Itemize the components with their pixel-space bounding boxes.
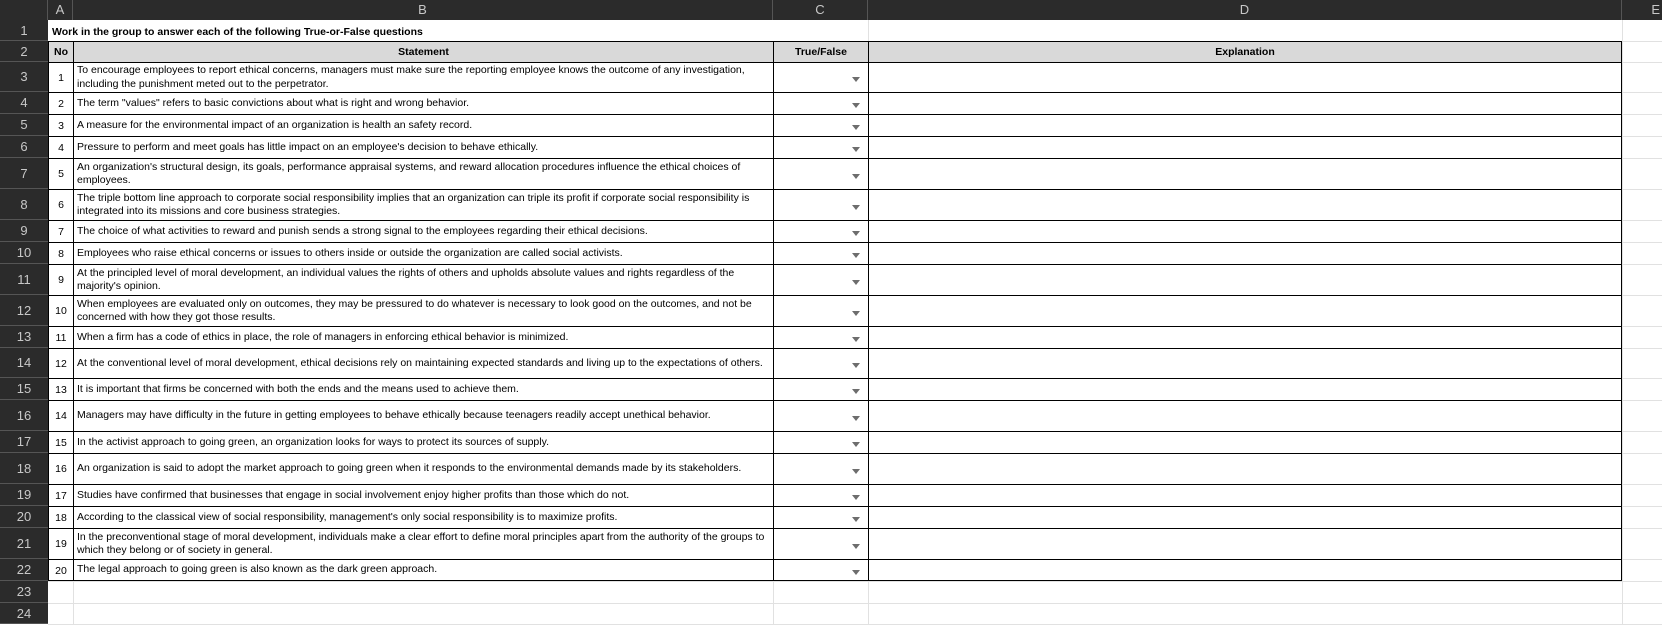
column-header-e[interactable]: E xyxy=(1651,2,1660,17)
explanation-input[interactable] xyxy=(868,348,1622,378)
question-statement xyxy=(73,92,773,114)
true-false-dropdown[interactable] xyxy=(773,506,868,528)
statement-text: Pressure to perform and meet goals has little impact on an employee's decision to behave ethically. xyxy=(77,140,539,153)
statement-text: At the conventional level of moral development, ethical decisions rely on maintaining expected standards and living up to the expectations of others. xyxy=(77,356,763,369)
dropdown-arrow-icon[interactable] xyxy=(852,469,860,474)
row-header[interactable]: 10 xyxy=(0,242,48,264)
question-number: 7 xyxy=(48,220,73,242)
dropdown-arrow-icon[interactable] xyxy=(852,363,860,368)
explanation-input[interactable] xyxy=(868,242,1622,264)
question-statement xyxy=(73,62,773,92)
question-statement xyxy=(73,295,773,326)
question-statement xyxy=(73,559,773,581)
sheet-title: Work in the group to answer each of the following True-or-False questions xyxy=(50,20,810,41)
corner-cell[interactable] xyxy=(0,0,48,20)
explanation-input[interactable] xyxy=(868,378,1622,400)
row-header[interactable]: 8 xyxy=(0,189,48,220)
column-header-b[interactable]: B xyxy=(73,0,773,20)
dropdown-arrow-icon[interactable] xyxy=(852,253,860,258)
question-number: 11 xyxy=(48,326,73,348)
explanation-input[interactable] xyxy=(868,453,1622,484)
question-number: 17 xyxy=(48,484,73,506)
question-statement xyxy=(73,158,773,189)
row-header[interactable]: 6 xyxy=(0,136,48,158)
true-false-dropdown[interactable] xyxy=(773,136,868,158)
explanation-input[interactable] xyxy=(868,264,1622,295)
true-false-dropdown[interactable] xyxy=(773,158,868,189)
row-header[interactable]: 13 xyxy=(0,326,48,348)
statement-text: The term "values" refers to basic convictions about what is right and wrong behavior. xyxy=(77,96,470,109)
true-false-dropdown[interactable] xyxy=(773,92,868,114)
true-false-dropdown[interactable] xyxy=(773,559,868,581)
true-false-dropdown[interactable] xyxy=(773,348,868,378)
true-false-dropdown[interactable] xyxy=(773,400,868,431)
question-statement xyxy=(73,453,773,484)
dropdown-arrow-icon[interactable] xyxy=(852,77,860,82)
question-number: 1 xyxy=(48,62,73,92)
row-header[interactable]: 11 xyxy=(0,264,48,295)
explanation-input[interactable] xyxy=(868,114,1622,136)
explanation-input[interactable] xyxy=(868,295,1622,326)
question-number: 6 xyxy=(48,189,73,220)
dropdown-arrow-icon[interactable] xyxy=(852,174,860,179)
column-header-a[interactable]: A xyxy=(48,0,73,20)
statement-text: To encourage employees to report ethical concerns, managers must make sure the reporting employee knows the outcome of any investigation, including the punishment meted out to the perpetrator. xyxy=(77,64,745,90)
statement-text: Managers may have difficulty in the future in getting employees to behave ethically because teenagers readily accept unethical behavior. xyxy=(77,409,711,422)
row-header[interactable]: 1 xyxy=(0,20,48,41)
dropdown-arrow-icon[interactable] xyxy=(852,442,860,447)
row-header[interactable]: 2 xyxy=(0,41,48,62)
statement-text: The choice of what activities to reward and punish sends a strong signal to the employees regarding their ethical decisions. xyxy=(77,224,648,237)
question-number: 9 xyxy=(48,264,73,295)
row-header[interactable]: 12 xyxy=(0,295,48,326)
statement-text: In the activist approach to going green, an organization looks for ways to protect its sources of supply. xyxy=(77,435,549,448)
dropdown-arrow-icon[interactable] xyxy=(852,231,860,236)
gridline xyxy=(48,603,1662,604)
dropdown-arrow-icon[interactable] xyxy=(852,125,860,130)
question-statement xyxy=(73,528,773,559)
statement-text: When a firm has a code of ethics in place, the role of managers in enforcing ethical behavior is minimized. xyxy=(77,330,569,343)
question-statement xyxy=(73,136,773,158)
question-statement xyxy=(73,264,773,295)
question-statement xyxy=(73,431,773,453)
true-false-dropdown[interactable] xyxy=(773,62,868,92)
explanation-input[interactable] xyxy=(868,189,1622,220)
statement-text: An organization's structural design, its goals, performance appraisal systems, and reward allocation procedures influence the ethical choices of employees. xyxy=(77,160,741,186)
explanation-input[interactable] xyxy=(868,158,1622,189)
header-true-false: True/False xyxy=(773,41,868,62)
true-false-dropdown[interactable] xyxy=(773,378,868,400)
true-false-dropdown[interactable] xyxy=(773,484,868,506)
column-header-d[interactable]: D xyxy=(868,0,1622,20)
explanation-input[interactable] xyxy=(868,528,1622,559)
question-statement xyxy=(73,220,773,242)
statement-text: The triple bottom line approach to corporate social responsibility implies that an organization can triple its profit if corporate social responsibility is integrated into its missions and core business strategies. xyxy=(77,191,750,217)
explanation-input[interactable] xyxy=(868,431,1622,453)
question-statement xyxy=(73,400,773,431)
question-number: 20 xyxy=(48,559,73,581)
row-header[interactable]: 14 xyxy=(0,348,48,378)
question-number: 2 xyxy=(48,92,73,114)
explanation-input[interactable] xyxy=(868,559,1622,581)
gridline xyxy=(48,581,1662,582)
question-statement xyxy=(73,326,773,348)
question-statement xyxy=(73,506,773,528)
dropdown-arrow-icon[interactable] xyxy=(852,416,860,421)
true-false-dropdown[interactable] xyxy=(773,264,868,295)
question-number: 13 xyxy=(48,378,73,400)
question-statement xyxy=(73,242,773,264)
header-statement: Statement xyxy=(73,41,773,62)
row-header[interactable]: 4 xyxy=(0,92,48,114)
dropdown-arrow-icon[interactable] xyxy=(852,544,860,549)
dropdown-arrow-icon[interactable] xyxy=(852,389,860,394)
statement-text: In the preconventional stage of moral development, individuals make a clear effort to define moral principles apart from the authority of the groups to which they belong or of society in general. xyxy=(77,530,765,556)
question-number: 12 xyxy=(48,348,73,378)
true-false-dropdown[interactable] xyxy=(773,114,868,136)
dropdown-arrow-icon[interactable] xyxy=(852,147,860,152)
explanation-input[interactable] xyxy=(868,62,1622,92)
true-false-dropdown[interactable] xyxy=(773,528,868,559)
question-number: 5 xyxy=(48,158,73,189)
dropdown-arrow-icon[interactable] xyxy=(852,517,860,522)
explanation-input[interactable] xyxy=(868,326,1622,348)
question-statement xyxy=(73,189,773,220)
header-no: No xyxy=(48,41,73,62)
true-false-dropdown[interactable] xyxy=(773,453,868,484)
statement-text: When employees are evaluated only on outcomes, they may be pressured to do whatever is necessary to look good on the outcomes, and not be concerned with how they got those results. xyxy=(77,297,752,323)
dropdown-arrow-icon[interactable] xyxy=(852,495,860,500)
dropdown-arrow-icon[interactable] xyxy=(852,570,860,575)
explanation-input[interactable] xyxy=(868,484,1622,506)
column-header-c[interactable]: C xyxy=(773,0,868,20)
dropdown-arrow-icon[interactable] xyxy=(852,205,860,210)
question-statement xyxy=(73,378,773,400)
true-false-dropdown[interactable] xyxy=(773,431,868,453)
statement-text: It is important that firms be concerned with both the ends and the means used to achieve them. xyxy=(77,382,519,395)
question-statement xyxy=(73,114,773,136)
explanation-input[interactable] xyxy=(868,400,1622,431)
dropdown-arrow-icon[interactable] xyxy=(852,337,860,342)
true-false-dropdown[interactable] xyxy=(773,189,868,220)
row-header[interactable]: 15 xyxy=(0,378,48,400)
dropdown-arrow-icon[interactable] xyxy=(852,311,860,316)
row-header[interactable]: 18 xyxy=(0,453,48,484)
row-header[interactable]: 5 xyxy=(0,114,48,136)
statement-text: A measure for the environmental impact of an organization is health an safety record. xyxy=(77,118,473,131)
row-header[interactable]: 19 xyxy=(0,484,48,506)
explanation-input[interactable] xyxy=(868,220,1622,242)
row-header[interactable]: 3 xyxy=(0,62,48,92)
true-false-dropdown[interactable] xyxy=(773,242,868,264)
row-header[interactable]: 21 xyxy=(0,528,48,559)
statement-text: The legal approach to going green is also known as the dark green approach. xyxy=(77,563,438,576)
row-header[interactable]: 17 xyxy=(0,431,48,453)
true-false-dropdown[interactable] xyxy=(773,326,868,348)
row-header[interactable]: 7 xyxy=(0,158,48,189)
statement-text: According to the classical view of social responsibility, management's only social responsibility is to maximize profits. xyxy=(77,510,618,523)
question-number: 4 xyxy=(48,136,73,158)
row-header[interactable]: 24 xyxy=(0,603,48,624)
dropdown-arrow-icon[interactable] xyxy=(852,103,860,108)
question-number: 16 xyxy=(48,453,73,484)
question-number: 18 xyxy=(48,506,73,528)
row-header[interactable]: 23 xyxy=(0,581,48,603)
row-header[interactable]: 20 xyxy=(0,506,48,528)
dropdown-arrow-icon[interactable] xyxy=(852,280,860,285)
gridline xyxy=(1622,20,1623,624)
question-number: 10 xyxy=(48,295,73,326)
question-number: 14 xyxy=(48,400,73,431)
row-header[interactable]: 9 xyxy=(0,220,48,242)
statement-text: Studies have confirmed that businesses that engage in social involvement enjoy higher profits than those which do not. xyxy=(77,488,630,501)
question-statement xyxy=(73,348,773,378)
row-header[interactable]: 16 xyxy=(0,400,48,431)
header-explanation: Explanation xyxy=(868,41,1622,62)
question-number: 19 xyxy=(48,528,73,559)
statement-text: Employees who raise ethical concerns or issues to others inside or outside the organization are called social activists. xyxy=(77,246,623,259)
explanation-input[interactable] xyxy=(868,92,1622,114)
explanation-input[interactable] xyxy=(868,506,1622,528)
statement-text: An organization is said to adopt the market approach to going green when it responds to the environmental demands made by its stakeholders. xyxy=(77,462,742,475)
question-statement xyxy=(73,484,773,506)
question-number: 3 xyxy=(48,114,73,136)
statement-text: At the principled level of moral development, an individual values the rights of others and upholds absolute values and rights regardless of the majority's opinion. xyxy=(77,266,735,292)
true-false-dropdown[interactable] xyxy=(773,220,868,242)
true-false-dropdown[interactable] xyxy=(773,295,868,326)
explanation-input[interactable] xyxy=(868,136,1622,158)
row-header[interactable]: 22 xyxy=(0,559,48,581)
question-number: 8 xyxy=(48,242,73,264)
question-number: 15 xyxy=(48,431,73,453)
